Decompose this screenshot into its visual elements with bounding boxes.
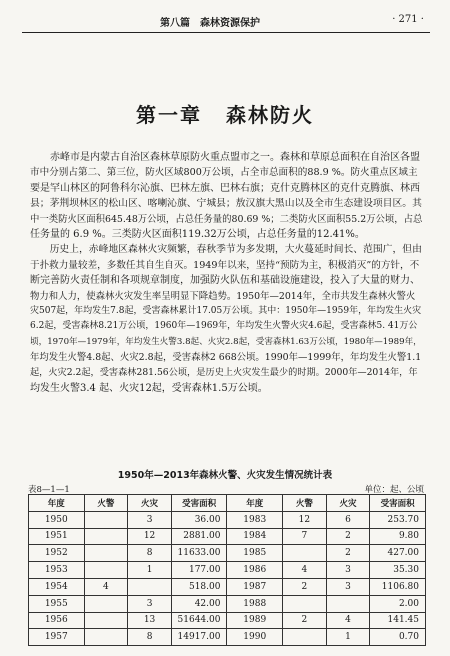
paragraph-line: 中一类防火区面积645.48万公顷，占总任务量的80.69 %；二类防火区面积55.2万公顷，占总 (30, 213, 422, 225)
table-cell: 4 (84, 578, 128, 595)
table-cell (84, 612, 128, 629)
table-cell: 13 (128, 612, 172, 629)
table-cell: 14917.00 (171, 629, 227, 646)
table-cell: 2 (326, 545, 370, 562)
table-cell: 2.00 (370, 595, 426, 612)
chapter-number: 第一章 (136, 103, 202, 127)
chapter-title (0, 99, 450, 128)
table-cell: 2 (283, 612, 327, 629)
table-cell: 1987 (227, 578, 283, 595)
table-cell: 2881.00 (171, 528, 227, 545)
page-number: · 271 · (392, 14, 424, 25)
table-cell: 141.45 (370, 612, 426, 629)
table-cell (84, 595, 128, 612)
table-unit: 单位：起、公顷 (364, 485, 424, 495)
table-cell: 35.30 (370, 562, 426, 579)
table-cell: 1983 (227, 511, 283, 528)
table-cell: 4 (283, 562, 327, 579)
table-cell: 253.70 (370, 511, 426, 528)
paragraph-line: 要是罕山林区的阿鲁科尔沁旗、巴林左旗、巴林右旗；克什克腾林区的克什克腾旗、林西 (30, 182, 420, 194)
body-text (30, 150, 422, 396)
table-cell: 1957 (29, 629, 85, 646)
table-cell (84, 528, 128, 545)
table-cell (283, 629, 327, 646)
table-cell: 177.00 (171, 562, 227, 579)
paragraph-line: 均发生火警3.4 起、火灾12起，受害森林1.5万公顷。 (30, 382, 268, 394)
table-cell (326, 595, 370, 612)
column-header: 年度 (29, 495, 85, 512)
column-header: 火灾 (326, 495, 370, 512)
table-cell: 1953 (29, 562, 85, 579)
table-cell (283, 545, 327, 562)
table-cell: 1 (326, 629, 370, 646)
column-header: 火警 (84, 495, 128, 512)
header-rule (22, 32, 430, 33)
table-row (29, 528, 426, 545)
table-cell (84, 545, 128, 562)
table-cell (128, 578, 172, 595)
table-cell: 6 (326, 511, 370, 528)
table-cell (84, 511, 128, 528)
table-cell: 1951 (29, 528, 85, 545)
column-header: 受害面积 (370, 495, 426, 512)
table-cell: 9.80 (370, 528, 426, 545)
paragraph-line: 灾507起，年均发生7.8起，受害森林累计17.05万公顷。其中：1950年—1959年，年均发生火灾 (30, 305, 422, 316)
table-cell: 7 (283, 528, 327, 545)
table-row (29, 612, 426, 629)
table-row (29, 562, 426, 579)
table-cell: 1985 (227, 545, 283, 562)
table-label: 表8—1—1 (28, 485, 70, 495)
table-cell: 427.00 (370, 545, 426, 562)
table-cell: 1956 (29, 612, 85, 629)
table-cell: 1950 (29, 511, 85, 528)
column-header: 火警 (283, 495, 327, 512)
table-cell: 518.00 (171, 578, 227, 595)
table-cell: 1954 (29, 578, 85, 595)
table-cell: 1986 (227, 562, 283, 579)
table-cell: 1952 (29, 545, 85, 562)
table-cell: 36.00 (171, 511, 227, 528)
paragraph-line: 年均发生火警4.8起、火灾2.8起，受害森林2 668公顷。1990年—1999年，年均发生火警1.1 (30, 352, 422, 364)
table-cell: 3 (128, 595, 172, 612)
table-cell: 11633.00 (171, 545, 227, 562)
table-cell: 1989 (227, 612, 283, 629)
table-cell: 8 (128, 545, 172, 562)
table-cell: 1988 (227, 595, 283, 612)
table-cell (84, 629, 128, 646)
chapter-name: 森林防火 (226, 103, 314, 127)
table-cell: 42.00 (171, 595, 227, 612)
paragraph-line: 起，火灾2.2起，受害森林281.56公顷，是历史上火灾发生最少的时期。2000年—2014年，年 (30, 367, 418, 379)
column-header: 受害面积 (171, 495, 227, 512)
table-row (29, 511, 426, 528)
table-cell: 3 (326, 578, 370, 595)
paragraph-line: 物力和人力，使森林火灾发生率呈明显下降趋势。1950年—2014年，全市共发生森林火警火 (30, 290, 416, 302)
table-cell: 1955 (29, 595, 85, 612)
table-cell: 3 (326, 562, 370, 579)
table-cell: 4 (326, 612, 370, 629)
table-cell: 1106.80 (370, 578, 426, 595)
paragraph-line: 市中分别占第二、第三位，防火区域800万公顷，占全市总面积的88.9 %。防火重点区域主 (30, 167, 418, 179)
table-cell: 0.70 (370, 629, 426, 646)
table-cell (283, 595, 327, 612)
table-cell: 12 (283, 511, 327, 528)
table-body (29, 511, 426, 645)
paragraph-line: 历史上，赤峰地区森林火灾频繁，春秋季节为多发期，大火蔓延时间长、范围广，但由 (30, 244, 422, 256)
paragraph-line: 6.2起，受害森林8.21万公顷，1960年—1969年，年均发生火警火灾4.6起，受害森林5. 41万公 (30, 321, 418, 332)
table-row (29, 629, 426, 646)
paragraph-line: 顷，1970年—1979年，年均发生火警3.8起、火灾2.8起，受害森林1.63万公顷，1980年—1989年， (30, 336, 422, 347)
paragraph-line: 任务量的 6.9 %。三类防火区面积119.32万公顷，占总任务量的12.41%。 (30, 228, 365, 240)
table-cell: 1990 (227, 629, 283, 646)
table-cell: 8 (128, 629, 172, 646)
paragraph-line: 县；茅荆坝林区的松山区、喀喇沁旗、宁城县；敖汉旗大黑山以及全市生态建设项目区。其 (30, 198, 422, 210)
fire-statistics-table (28, 494, 426, 646)
running-header-section: 第八篇 森林资源保护 (160, 18, 260, 29)
table-cell (84, 562, 128, 579)
paragraph-line: 于扑救力量较差，多数任其自生自灭。1949年以来，坚持“预防为主，积极消灭”的方针，不 (30, 259, 420, 271)
paragraph-line: 赤峰市是内蒙古自治区森林草原防火重点盟市之一。森林和草原总面积在自治区各盟 (30, 152, 420, 163)
paragraph-line: 断完善防火责任制和各项规章制度，加强防火队伍和基础设施建设，投入了大量的财力、 (30, 275, 420, 287)
table-header-row (29, 495, 426, 512)
column-header: 年度 (227, 495, 283, 512)
table-row (29, 595, 426, 612)
table-title: 1950年—2013年森林火警、火灾发生情况统计表 (117, 470, 333, 481)
table-cell: 1984 (227, 528, 283, 545)
table-cell: 1 (128, 562, 172, 579)
table-row (29, 578, 426, 595)
table-cell: 2 (283, 578, 327, 595)
table-cell: 51644.00 (171, 612, 227, 629)
column-header: 火灾 (128, 495, 172, 512)
table-cell: 2 (326, 528, 370, 545)
table-cell: 12 (128, 528, 172, 545)
table-cell: 3 (128, 511, 172, 528)
table-row (29, 545, 426, 562)
